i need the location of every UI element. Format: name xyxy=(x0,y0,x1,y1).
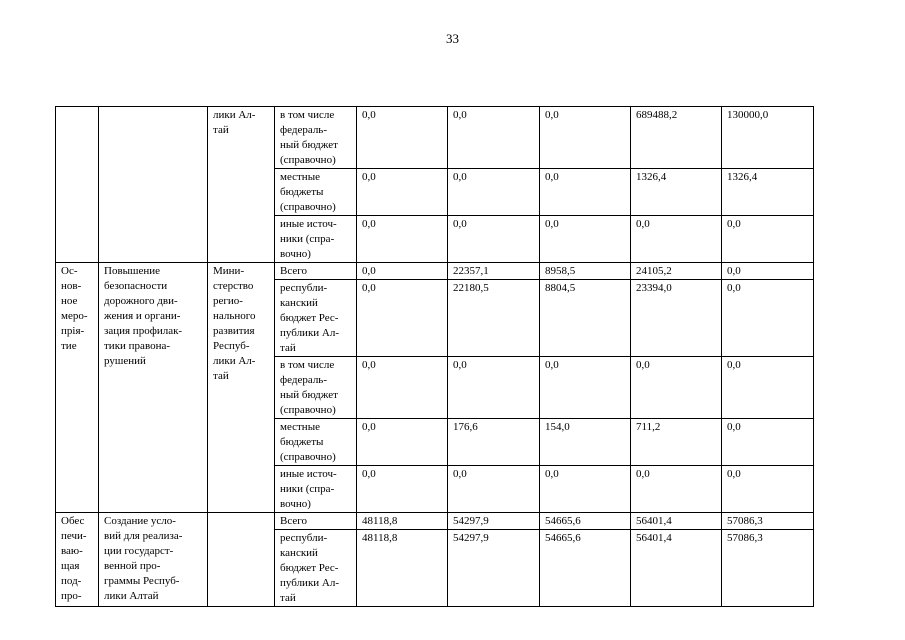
value-cell: 54297,9 xyxy=(448,530,540,607)
value-cell: 0,0 xyxy=(357,280,448,357)
value-cell: 0,0 xyxy=(357,466,448,513)
value-cell: 1326,4 xyxy=(631,169,722,216)
value-cell: 57086,3 xyxy=(722,530,814,607)
value-cell: 154,0 xyxy=(540,419,631,466)
table-row xyxy=(56,513,814,530)
table-row xyxy=(56,107,814,169)
value-cell: 0,0 xyxy=(722,280,814,357)
table-row xyxy=(56,263,814,280)
funding-source-cell: местные бюджеты (справочно) xyxy=(275,419,357,466)
row-category-cell: Обес печи- ваю- щая под- про- xyxy=(56,513,99,607)
executor-cell xyxy=(208,513,275,607)
value-cell: 48118,8 xyxy=(357,513,448,530)
value-cell: 0,0 xyxy=(722,466,814,513)
funding-source-cell: республи- канский бюджет Рес- публики Ал- тай xyxy=(275,280,357,357)
value-cell: 176,6 xyxy=(448,419,540,466)
value-cell: 0,0 xyxy=(448,216,540,263)
value-cell: 0,0 xyxy=(448,169,540,216)
funding-source-cell: местные бюджеты (справочно) xyxy=(275,169,357,216)
activity-name-cell: Создание усло- вий для реализа- ции государст- венной про- граммы Респуб- лики Алтай xyxy=(99,513,208,607)
value-cell: 0,0 xyxy=(722,357,814,419)
value-cell: 56401,4 xyxy=(631,530,722,607)
activity-name-cell: Повышение безопасности дорожного дви- жения и органи- зация профилак- тики правона- рушений xyxy=(99,263,208,513)
funding-source-cell: Всего xyxy=(275,263,357,280)
value-cell: 22357,1 xyxy=(448,263,540,280)
funding-source-cell: иные источ- ники (спра- вочно) xyxy=(275,216,357,263)
activity-name-cell xyxy=(99,107,208,263)
funding-source-cell: республи- канский бюджет Рес- публики Ал- тай xyxy=(275,530,357,607)
page-number: 33 xyxy=(446,31,459,46)
value-cell: 0,0 xyxy=(722,263,814,280)
value-cell: 711,2 xyxy=(631,419,722,466)
value-cell: 1326,4 xyxy=(722,169,814,216)
value-cell: 8958,5 xyxy=(540,263,631,280)
funding-source-cell: иные источ- ники (спра- вочно) xyxy=(275,466,357,513)
value-cell: 0,0 xyxy=(540,107,631,169)
value-cell: 57086,3 xyxy=(722,513,814,530)
funding-source-cell: Всего xyxy=(275,513,357,530)
value-cell: 0,0 xyxy=(448,107,540,169)
executor-cell: Мини- стерство регио- нального развития Респуб- лики Ал- тай xyxy=(208,263,275,513)
value-cell: 0,0 xyxy=(448,357,540,419)
value-cell: 0,0 xyxy=(448,466,540,513)
executor-cell: лики Ал- тай xyxy=(208,107,275,263)
row-category-cell: Ос- нов- ное меро- прія- тие xyxy=(56,263,99,513)
value-cell: 0,0 xyxy=(540,216,631,263)
value-cell: 0,0 xyxy=(631,216,722,263)
value-cell: 130000,0 xyxy=(722,107,814,169)
value-cell: 0,0 xyxy=(631,466,722,513)
table-body xyxy=(56,107,814,607)
funding-source-cell: в том числе федераль- ный бюджет (справочно) xyxy=(275,357,357,419)
value-cell: 0,0 xyxy=(357,216,448,263)
value-cell: 0,0 xyxy=(357,107,448,169)
value-cell: 0,0 xyxy=(631,357,722,419)
value-cell: 54665,6 xyxy=(540,513,631,530)
value-cell: 0,0 xyxy=(722,216,814,263)
value-cell: 48118,8 xyxy=(357,530,448,607)
value-cell: 0,0 xyxy=(357,263,448,280)
value-cell: 0,0 xyxy=(540,466,631,513)
value-cell: 56401,4 xyxy=(631,513,722,530)
value-cell: 0,0 xyxy=(722,419,814,466)
value-cell: 0,0 xyxy=(540,357,631,419)
value-cell: 8804,5 xyxy=(540,280,631,357)
value-cell: 54297,9 xyxy=(448,513,540,530)
value-cell: 22180,5 xyxy=(448,280,540,357)
value-cell: 23394,0 xyxy=(631,280,722,357)
value-cell: 0,0 xyxy=(357,419,448,466)
value-cell: 689488,2 xyxy=(631,107,722,169)
value-cell: 54665,6 xyxy=(540,530,631,607)
value-cell: 0,0 xyxy=(357,357,448,419)
value-cell: 0,0 xyxy=(540,169,631,216)
value-cell: 0,0 xyxy=(357,169,448,216)
funding-source-cell: в том числе федераль- ный бюджет (справочно) xyxy=(275,107,357,169)
row-category-cell xyxy=(56,107,99,263)
value-cell: 24105,2 xyxy=(631,263,722,280)
budget-table xyxy=(55,106,814,607)
